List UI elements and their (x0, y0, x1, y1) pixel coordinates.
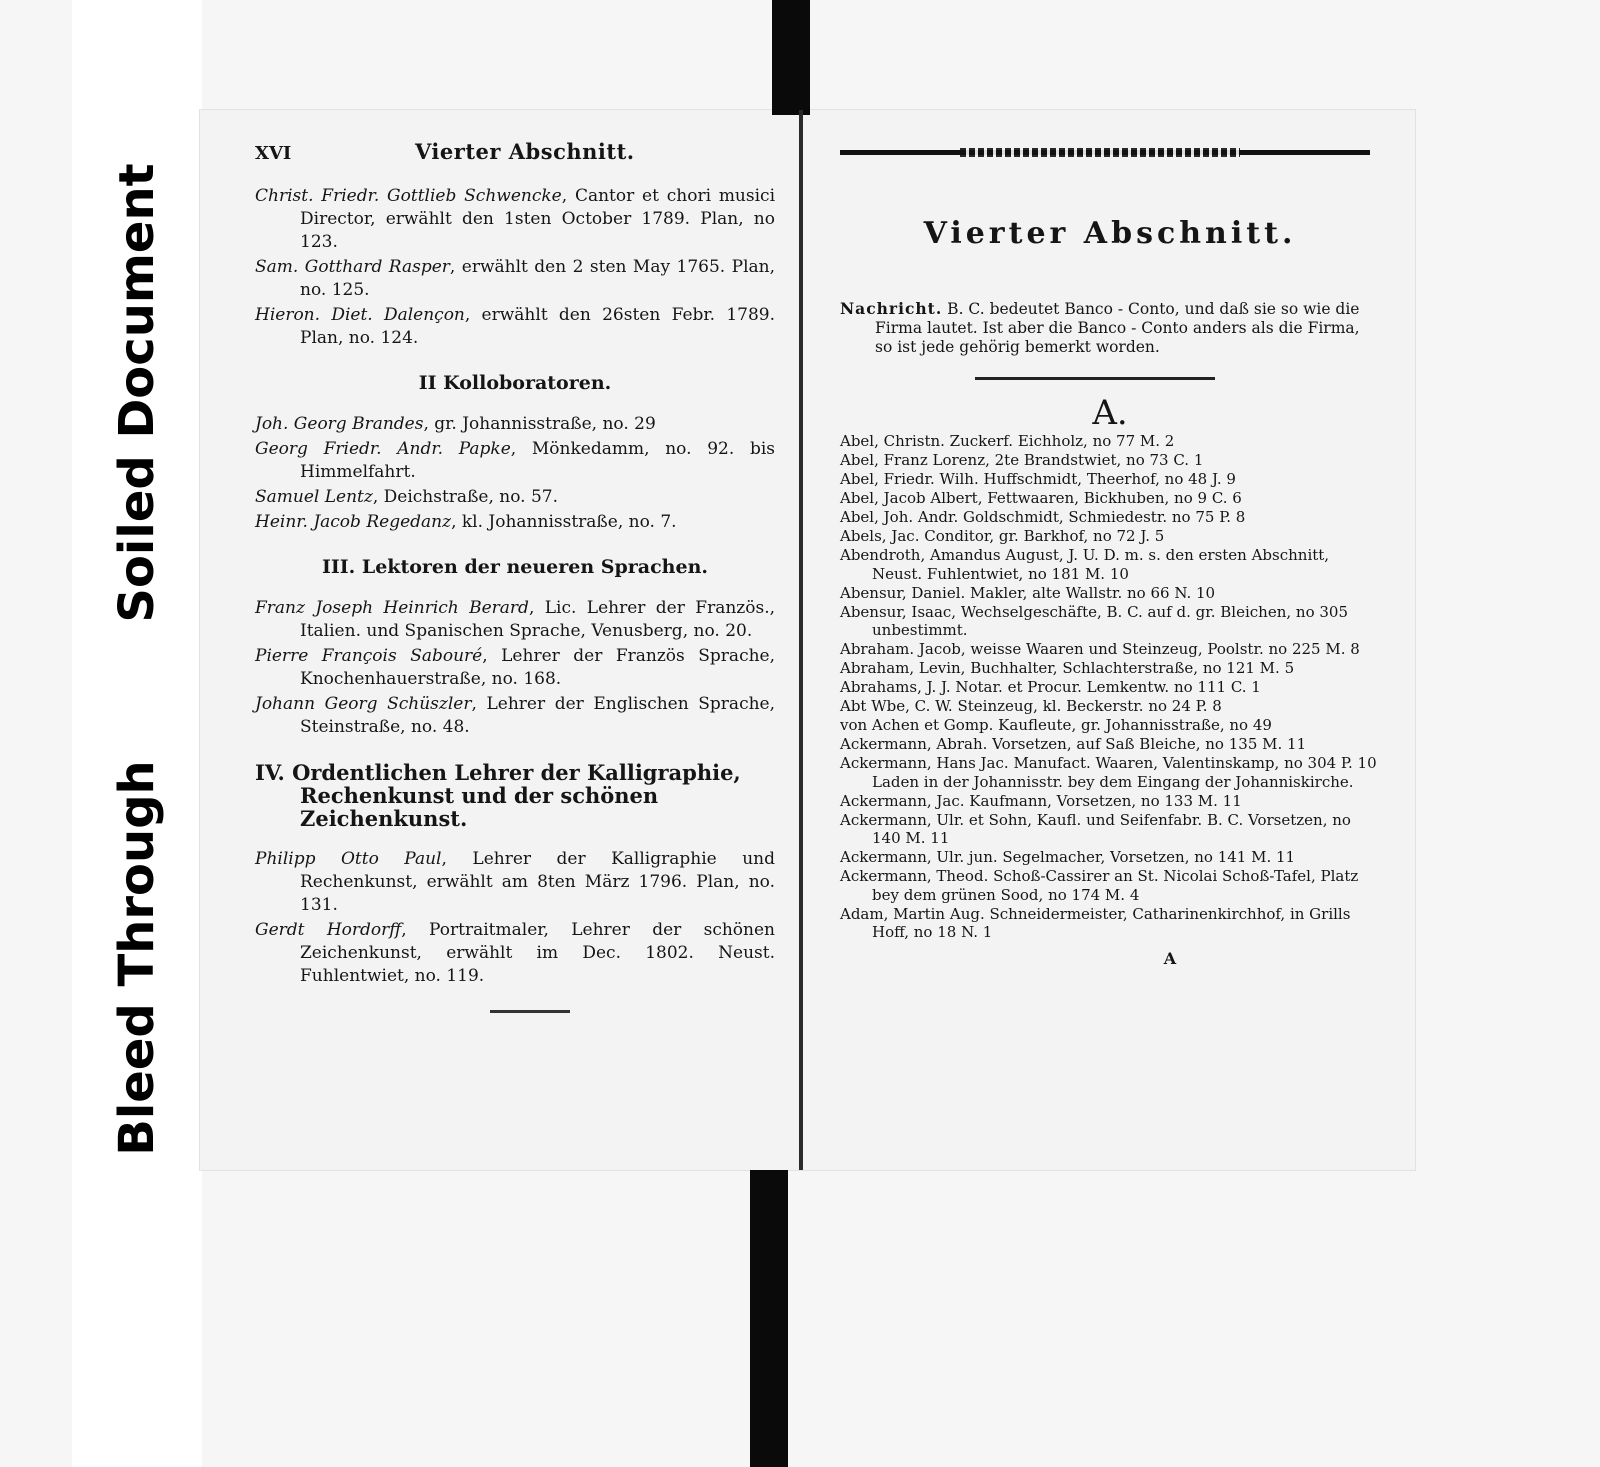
soiled-document-label: Soiled Document (109, 163, 165, 623)
section-heading-lektoren: III. Lektoren der neueren Sprachen. (321, 556, 709, 578)
list-item: Gerdt Hordorff, Portraitmaler, Lehrer der schönen Zeichenkunst, erwählt im Dec. 1802. Neust. Fuhlentwiet, no. 119. (255, 920, 775, 986)
notice-paragraph (840, 299, 1380, 357)
list-item: Heinr. Jacob Regedanz, kl. Johannisstraße, no. 7. (255, 512, 677, 532)
kolloboratoren-entries (255, 413, 775, 534)
list-item: Pierre François Sabouré, Lehrer der Französ Sprache, Knochenhauerstraße, no. 168. (255, 646, 775, 689)
list-item: Joh. Georg Brandes, gr. Johannisstraße, no. 29 (255, 414, 656, 434)
notice-keyword: Nachricht. (840, 298, 943, 318)
right-page (840, 140, 1380, 968)
list-item: von Achen et Gomp. Kaufleute, gr. Johannisstraße, no 49 (840, 716, 1272, 734)
list-item: Abel, Joh. Andr. Goldschmidt, Schmiedestr. no 75 P. 8 (840, 508, 1246, 526)
list-item: Abendroth, Amandus August, J. U. D. m. s. den ersten Abschnitt, Neust. Fuhlentwiet, no 181 M. 10 (840, 546, 1330, 583)
list-item: Abel, Franz Lorenz, 2te Brandstwiet, no 73 C. 1 (840, 451, 1204, 469)
left-page-header (255, 140, 775, 165)
list-item: Abels, Jac. Conditor, gr. Barkhof, no 72 J. 5 (840, 527, 1165, 545)
list-item: Ackermann, Jac. Kaufmann, Vorsetzen, no 133 M. 11 (840, 791, 1242, 810)
directory-entries (840, 432, 1380, 942)
side-label-band (72, 0, 202, 1467)
gutter-line (799, 110, 803, 1170)
catchword: A (1163, 948, 1177, 968)
running-head: Vierter Abschnitt. (415, 139, 635, 164)
list-item: Hieron. Diet. Dalençon, erwählt den 26sten Febr. 1789. Plan, no. 124. (255, 305, 775, 348)
ornamental-separator (975, 377, 1215, 380)
list-item: Abt Wbe, C. W. Steinzeug, kl. Beckerstr. no 24 P. 8 (840, 697, 1222, 715)
list-item: Ackermann, Ulr. jun. Segelmacher, Vorsetzen, no 141 M. 11 (840, 848, 1296, 866)
notice-text: B. C. bedeutet Banco - Conto, und daß sie so wie die Firma lautet. Ist aber die Banco - Conto anders als die Firma, so ist jede gehörig bemerkt worden. (875, 299, 1360, 356)
left-page (255, 140, 775, 1013)
list-item: Ackermann, Theod. Schoß-Cassirer an St. Nicolai Schoß-Tafel, Platz bey dem grünen Sood, no 174 M. 4 (840, 867, 1359, 904)
list-item: Abraham, Levin, Buchhalter, Schlachterstraße, no 121 M. 5 (840, 659, 1295, 677)
lektoren-entries (255, 597, 775, 739)
section-heading-kalligraphie: IV. Ordentlichen Lehrer der Kalligraphie, Rechenkunst und der schönen Zeichenkunst. (255, 760, 741, 831)
page-number: XVI (255, 143, 292, 164)
list-item: Abraham. Jacob, weisse Waaren und Steinzeug, Poolstr. no 225 M. 8 (840, 640, 1360, 658)
list-item: Abel, Friedr. Wilh. Huffschmidt, Theerhof, no 48 J. 9 (840, 470, 1236, 488)
list-item: Adam, Martin Aug. Schneidermeister, Catharinenkirchhof, in Grills Hoff, no 18 N. 1 (840, 904, 1351, 941)
page-title: Vierter Abschnitt. (923, 216, 1297, 251)
list-item: Samuel Lentz, Deichstraße, no. 57. (255, 487, 559, 507)
ornamental-head-rule (840, 150, 1370, 155)
list-item: Ackermann, Hans Jac. Manufact. Waaren, Valentinskamp, no 304 P. 10 Laden in der Johannisstr. bey dem Eingang der Johanniskirche. (840, 754, 1377, 791)
list-item: Abrahams, J. J. Notar. et Procur. Lemkentw. no 111 C. 1 (840, 678, 1261, 696)
end-separator-rule (490, 1010, 570, 1013)
list-item: Philipp Otto Paul, Lehrer der Kalligraphie und Rechenkunst, erwählt am 8ten März 1796. Plan, no. 131. (255, 849, 775, 915)
list-item: Abensur, Isaac, Wechselgeschäfte, B. C. auf d. gr. Bleichen, no 305 unbestimmt. (840, 602, 1348, 639)
list-item: Sam. Gotthard Rasper, erwählt den 2 sten May 1765. Plan, no. 125. (255, 257, 775, 300)
gutter-binding-bottom (750, 1170, 788, 1467)
list-item: Ackermann, Ulr. et Sohn, Kaufl. und Seifenfabr. B. C. Vorsetzen, no 140 M. 11 (840, 810, 1351, 847)
list-item: Christ. Friedr. Gottlieb Schwencke, Cantor et chori musici Director, erwählt den 1sten October 1789. Plan, no 123. (255, 186, 776, 252)
list-item: Abel, Christn. Zuckerf. Eichholz, no 77 M. 2 (840, 432, 1175, 450)
section-heading-kolloboratoren: II Kolloboratoren. (418, 372, 612, 394)
list-item: Ackermann, Abrah. Vorsetzen, auf Saß Bleiche, no 135 M. 11 (840, 735, 1307, 753)
bleed-through-label: Bleed Through (109, 760, 165, 1156)
intro-entries (255, 185, 775, 350)
list-item: Georg Friedr. Andr. Papke, Mönkedamm, no. 92. bis Himmelfahrt. (255, 439, 775, 482)
kalligraphie-entries (255, 848, 775, 988)
list-item: Johann Georg Schüszler, Lehrer der Englischen Sprache, Steinstraße, no. 48. (255, 694, 775, 737)
list-item: Franz Joseph Heinrich Berard, Lic. Lehrer der Französ., Italien. und Spanischen Sprache, Venusberg, no. 20. (255, 598, 775, 641)
section-letter: A. (1092, 392, 1128, 433)
gutter-binding-top (772, 0, 810, 115)
list-item: Abel, Jacob Albert, Fettwaaren, Bickhuben, no 9 C. 6 (840, 489, 1242, 507)
list-item: Abensur, Daniel. Makler, alte Wallstr. no 66 N. 10 (840, 583, 1216, 602)
